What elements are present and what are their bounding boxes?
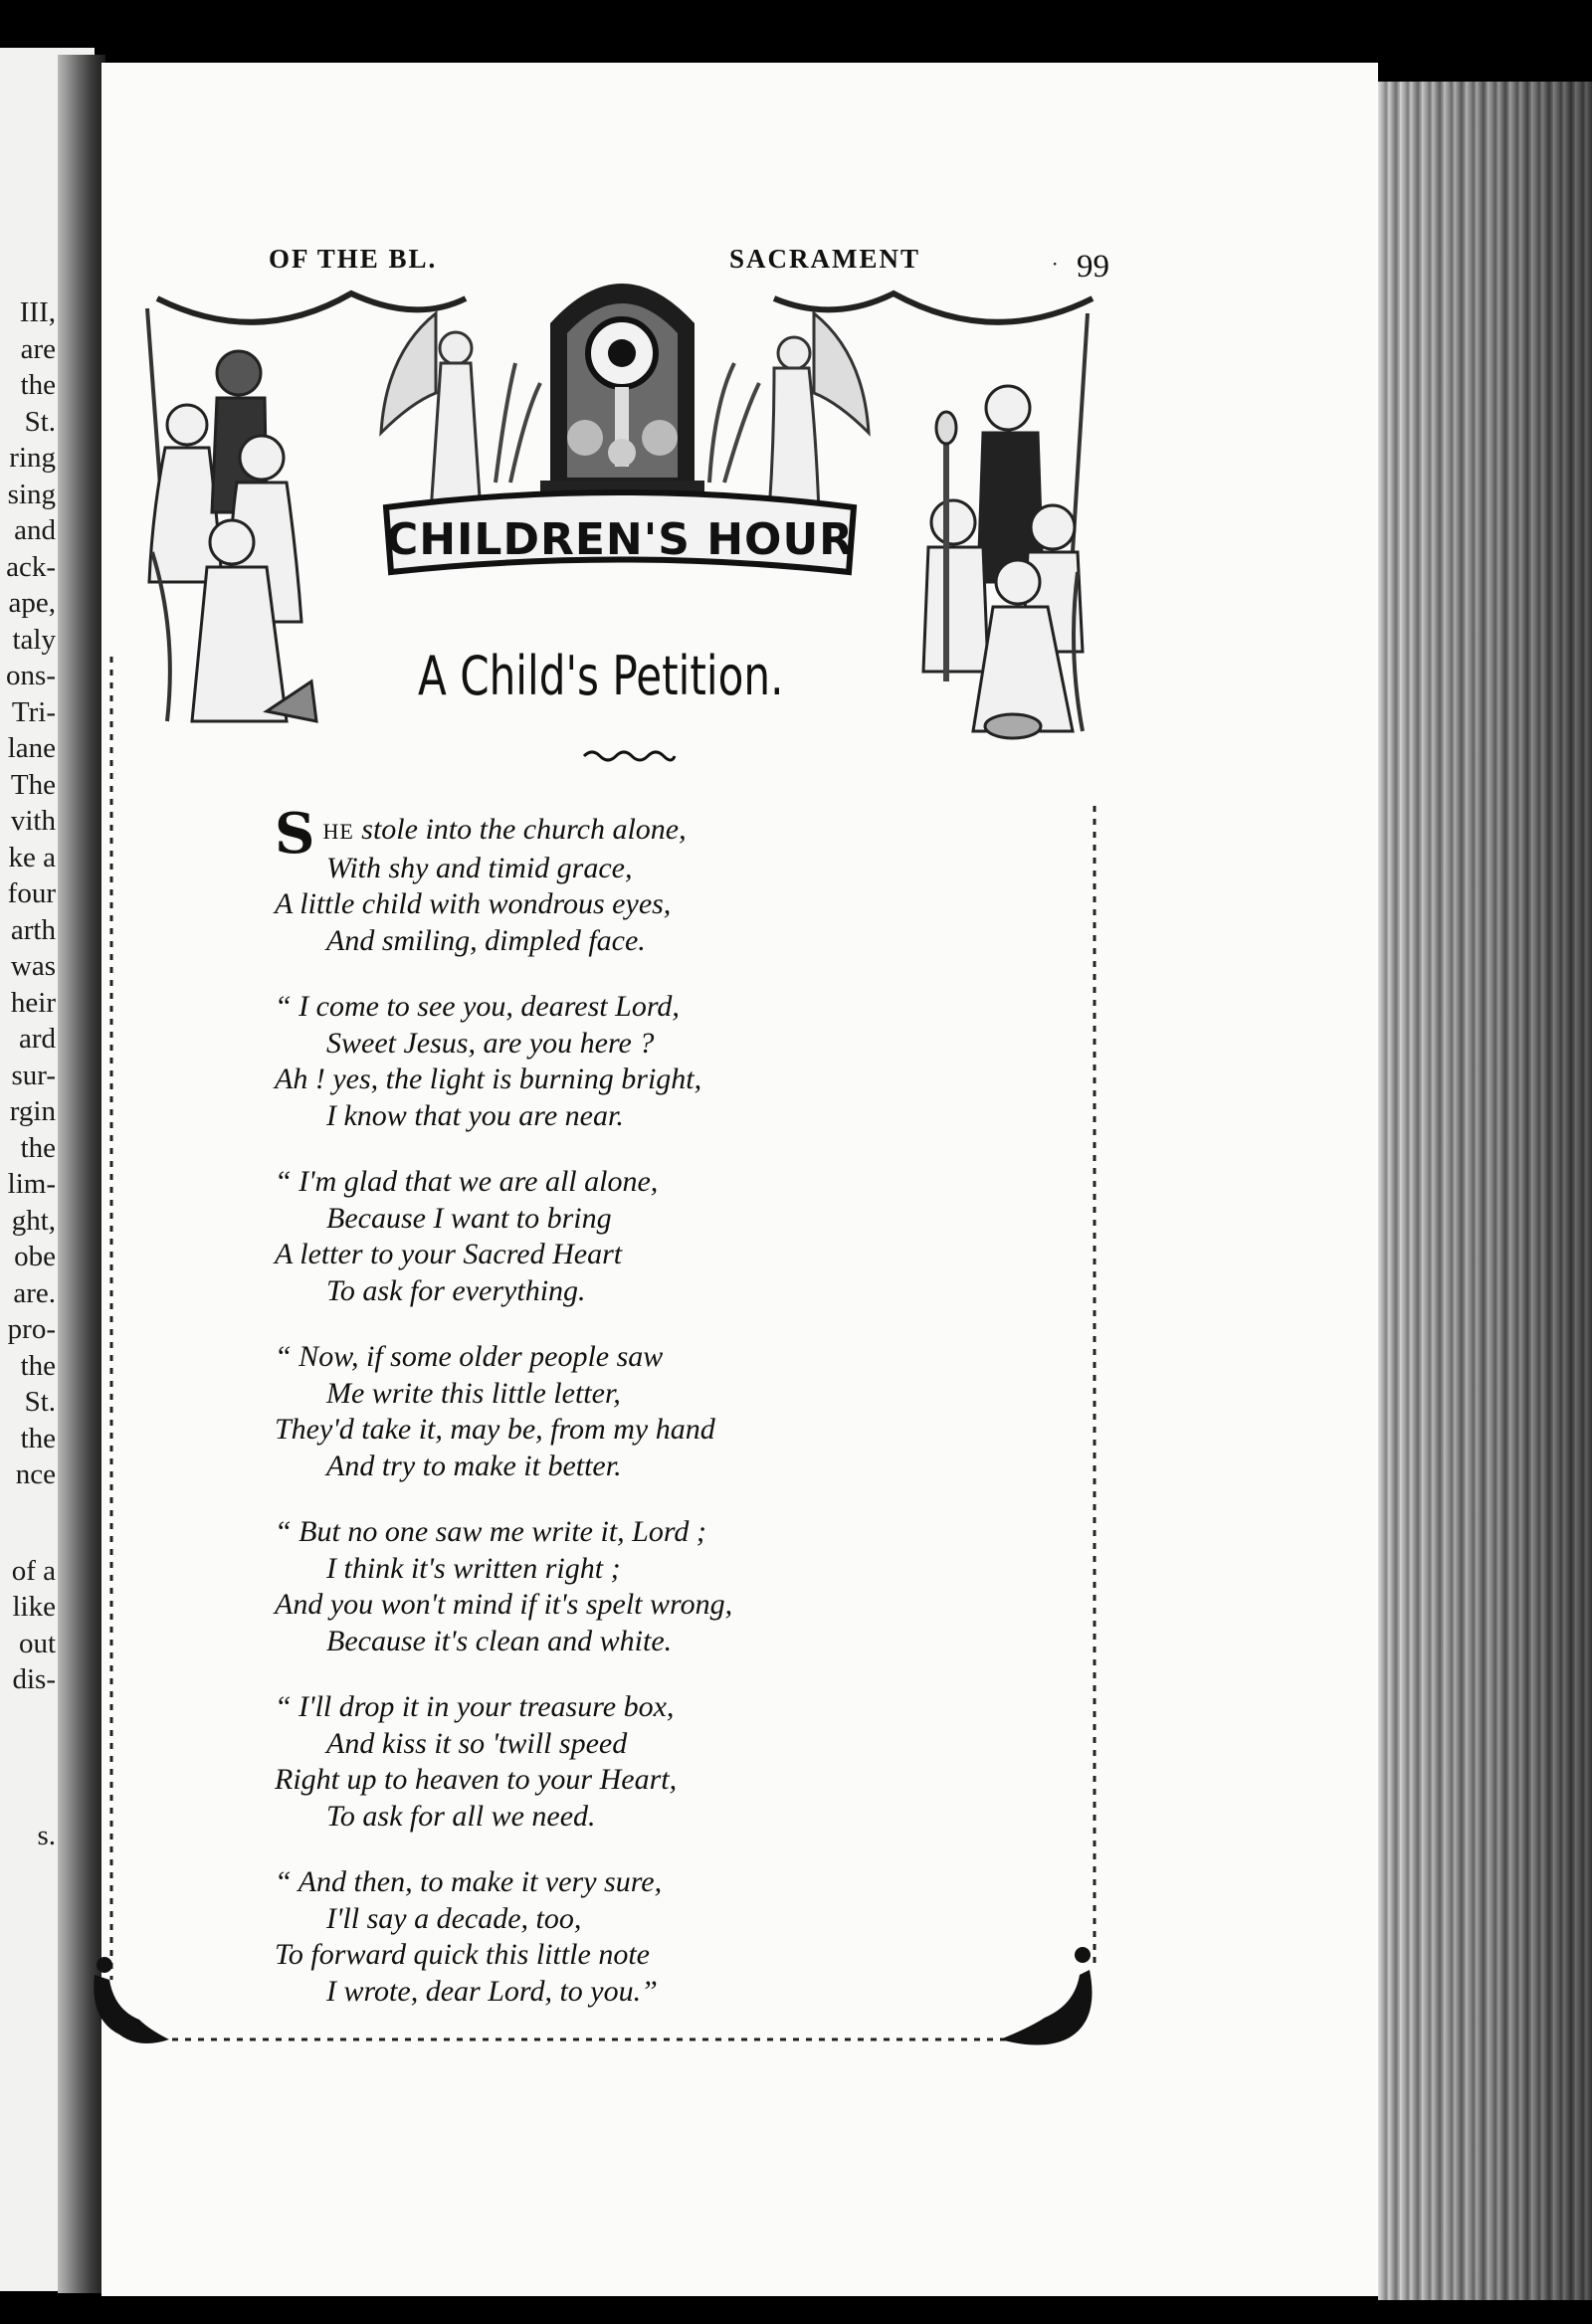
poem-line: And you won't mind if it's spelt wrong, <box>275 1588 733 1621</box>
left-page-fragment: ack- <box>6 550 56 583</box>
poem-line: SHE stole into the church alone, <box>275 801 687 867</box>
poem-line: Because I want to bring <box>326 1201 612 1235</box>
left-page-fragment: St. <box>24 405 56 438</box>
book-gutter <box>58 55 105 2293</box>
page-number: 99 <box>1077 249 1109 285</box>
left-page-fragment: heir <box>10 986 56 1019</box>
poem-line: “ I'm glad that we are all alone, <box>275 1165 659 1198</box>
poem-line: Because it's clean and white. <box>326 1624 673 1657</box>
children-left-group <box>149 351 316 721</box>
running-head-dot: · <box>1052 252 1059 276</box>
poem-line: And try to make it better. <box>326 1449 622 1482</box>
left-page-fragment: lane <box>7 732 56 764</box>
left-page-fragment: sing <box>7 478 56 510</box>
left-page-fragment: are. <box>13 1276 56 1309</box>
poem-line: I know that you are near. <box>326 1098 624 1132</box>
left-page-fragment: like <box>12 1591 56 1623</box>
left-page-fragment: ght, <box>11 1204 56 1237</box>
poem-line: “ I'll drop it in your treasure box, <box>275 1690 675 1723</box>
poem-line: They'd take it, may be, from my hand <box>275 1413 715 1446</box>
left-page-fragment: the <box>20 369 56 401</box>
children-right-group <box>923 386 1083 738</box>
monstrance-shrine <box>540 284 704 502</box>
running-head-right: SACRAMENT <box>729 244 921 274</box>
left-page-fragment: ard <box>18 1023 56 1055</box>
left-page-fragment: the <box>20 1131 56 1164</box>
poem-line: I think it's written right ; <box>326 1551 621 1585</box>
left-page-fragment: s. <box>37 1819 56 1851</box>
childrens-hour-banner <box>386 492 854 572</box>
left-page-fragment: ke a <box>8 841 56 873</box>
page-edges <box>1378 82 1592 2300</box>
poem-stanza <box>275 1689 921 1835</box>
poem-body <box>275 801 921 2039</box>
left-page-fragment: ons- <box>6 660 56 691</box>
poem-line: To ask for everything. <box>326 1273 586 1307</box>
poem-line: I wrote, dear Lord, to you.” <box>326 1974 658 2008</box>
left-page-fragment: arth <box>10 913 56 946</box>
poem-line: A little child with wondrous eyes, <box>275 887 672 920</box>
angel-left <box>381 313 481 512</box>
poem-line: “ And then, to make it very sure, <box>275 1865 663 1898</box>
poem-line: Me write this little letter, <box>326 1376 621 1410</box>
left-page-fragment: Tri- <box>11 695 56 728</box>
poem-line: Right up to heaven to your Heart, <box>275 1763 678 1796</box>
left-page-text <box>0 294 56 1853</box>
left-page-fragment: rgin <box>9 1095 56 1127</box>
poem-stanza <box>275 1164 921 1309</box>
poem-line: To forward quick this little note <box>275 1938 650 1971</box>
left-page-fragment: the <box>20 1422 56 1454</box>
left-page-fragment: are <box>20 332 56 365</box>
poem-stanza <box>275 801 921 959</box>
left-page-fragment: vith <box>10 805 56 837</box>
angel-right <box>769 313 869 512</box>
header-illustration <box>137 254 1107 791</box>
left-page-fragment: ape, <box>8 587 56 619</box>
poem-line: A letter to your Sacred Heart <box>275 1238 623 1270</box>
left-page-fragment: sur- <box>11 1059 56 1091</box>
left-page-fragment: out <box>18 1627 56 1659</box>
left-page-fragment: four <box>7 877 56 909</box>
poem-line: “ But no one saw me write it, Lord ; <box>275 1515 706 1548</box>
poem-line: To ask for all we need. <box>326 1799 596 1833</box>
left-page-fragment: III, <box>19 296 56 328</box>
left-page-fragment <box>0 1758 56 1818</box>
left-page-fragment: of a <box>11 1554 56 1587</box>
poem-line: “ I come to see you, dearest Lord, <box>275 990 680 1023</box>
poem-line: I'll say a decade, too, <box>326 1901 582 1935</box>
running-head-left: OF THE BL. <box>269 244 438 274</box>
left-page-fragment: ring <box>9 442 56 474</box>
left-page-fragment: dis- <box>12 1663 56 1695</box>
left-page-fragment <box>0 1698 56 1758</box>
left-page-fragment: lim- <box>7 1168 56 1200</box>
poem-stanza <box>275 1864 921 2010</box>
poem-title: A Child's Petition. <box>418 645 784 707</box>
banner-text: CHILDREN'S HOUR <box>385 514 855 565</box>
drop-cap: S <box>275 801 315 867</box>
poem-stanza <box>275 989 921 1134</box>
poem-line: Sweet Jesus, are you here ? <box>326 1026 655 1060</box>
left-page-fragment: The <box>10 768 56 801</box>
small-caps-opening: HE <box>322 819 354 844</box>
title-ornament <box>582 748 677 764</box>
poem-line: And kiss it so 'twill speed <box>326 1726 628 1760</box>
poem-line: Ah ! yes, the light is burning bright, <box>275 1063 702 1095</box>
left-page-fragment: pro- <box>7 1313 56 1345</box>
poem-line: With shy and timid grace, <box>326 851 633 884</box>
poem-stanza <box>275 1514 921 1659</box>
left-page-fragment: was <box>10 950 56 982</box>
left-page-fragment: the <box>20 1349 56 1382</box>
left-page-fragment: taly <box>12 623 56 656</box>
left-page-fragment: and <box>14 514 56 546</box>
left-page-fragment: obe <box>14 1241 56 1272</box>
poem-stanza <box>275 1339 921 1484</box>
left-page-fragment <box>0 1493 56 1553</box>
poem-line: “ Now, if some older people saw <box>275 1340 664 1373</box>
left-page-fragment: St. <box>24 1386 56 1418</box>
left-page-fragment: nce <box>15 1458 56 1490</box>
poem-line: And smiling, dimpled face. <box>326 923 646 957</box>
